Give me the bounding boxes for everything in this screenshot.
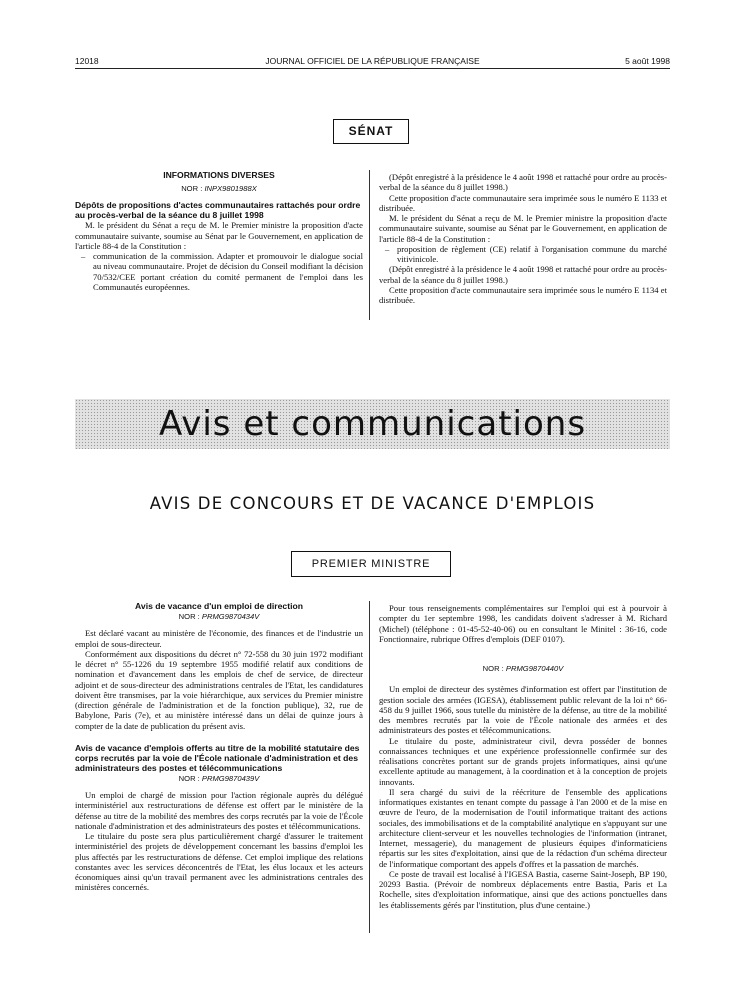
nor-label: NOR : xyxy=(482,664,504,673)
senat-paragraph: Cette proposition d'acte communautaire sera imprimée sous le numéro E 1134 et distribuée. xyxy=(379,284,667,305)
nor-code: INPX9801988X xyxy=(204,184,257,193)
nor-label: NOR : xyxy=(178,773,200,783)
senat-heading: Dépôts de propositions d'actes communautaires rattachés pour ordre au procès-verbal de la séance du 8 juillet 1998 xyxy=(75,200,361,221)
senat-right-column xyxy=(379,172,667,305)
notice-paragraph: Pour tous renseignements complémentaires sur l'emploi qui est à pourvoir à compter du 1er septembre 1998, les candidats doivent s'adresser à M. Richard (Michel) (téléphone : 01-45-52-40-06) ou en consultant le Minitel : 36-16, code Fonctionnaire, rubrique Offres d'emplois (DEF 0107). xyxy=(379,603,667,644)
notice-paragraph: Le titulaire du poste, administrateur civil, devra posséder de bonnes connaissances techniques et une expérience professionnelle confirmée sur des réalisations concrètes portant sur de grands projets informatiques, ainsi qu'une excellente aptitude au management, à la coordination et à la conception de projets innovants. xyxy=(379,735,667,787)
nor-label: NOR : xyxy=(178,612,200,621)
senat-label: SÉNAT xyxy=(348,124,394,138)
notice-paragraph: Un emploi de chargé de mission pour l'action régionale auprès du délégué interministériel aux restructurations de défense est offert par le ministère de la défense au titre de la mobilité des membres des corps recrutés par la voie de l'École nationale d'administration et des administrateurs des postes et télécommunications. xyxy=(75,790,363,831)
ministry-label: PREMIER MINISTRE xyxy=(311,558,431,570)
senat-paragraph: Cette proposition d'acte communautaire sera imprimée sous le numéro E 1133 et distribuée. xyxy=(379,192,667,213)
notice-paragraph: Est déclaré vacant au ministère de l'économie, des finances et de l'industrie un emploi de sous-directeur. xyxy=(75,628,363,649)
nor-code: PRMG9870439V xyxy=(201,773,260,783)
nor-line xyxy=(75,774,363,784)
notice-paragraph: Il sera chargé du suivi de la réécriture de l'ensemble des applications informatiques existantes en tenant compte du passage à l'an 2000 et de la mise en œuvre de l'euro, de la modernisation de l'outil informatique traitant des actions sociales, des immobilisations et de la comptabilité analytique en s'appuyant sur une architecture client-serveur et les nouvelles technologies de l'information (intranet, Internet, messagerie), du management de plusieurs équipes d'informaticiens répartis sur les sites d'exploitation, ainsi que de la rédaction d'un schéma directeur de l'informatique comportant des appels d'offres et la passation de marchés. xyxy=(379,786,667,869)
senat-paragraph: (Dépôt enregistré à la présidence le 4 août 1998 et rattaché pour ordre au procès-verbal de la séance du 8 juillet 1998.) xyxy=(379,264,667,285)
nor-code: PRMG9870434V xyxy=(201,612,260,621)
concours-right-column xyxy=(379,603,667,910)
concours-section-title: AVIS DE CONCOURS ET DE VACANCE D'EMPLOIS xyxy=(149,494,596,513)
notice-paragraph: Conformément aux dispositions du décret n° 72-558 du 30 juin 1972 modifiant le décret n° 55-1226 du 19 septembre 1955 modifié relatif aux conditions de nomination et d'avancement dans les emplois de chef de service, de directeur adjoint et de sous-directeur des administrations centrales de l'Etat, les candidatures doivent être transmises, par la voie hiérarchique, aux services du Premier ministre (direction générale de l'administration et de la fonction publique), 32, rue de Babylone, Paris (7e), et au ministère intéressé dans un délai de quinze jours à compter de la date de publication du présent avis. xyxy=(75,648,363,731)
notice-paragraph: Le titulaire du poste sera plus particulièrement chargé d'assurer le traitement interministériel des projets de développement concernant les bassins d'emploi les plus affectés par les restructurations de défense. Cet emploi implique des relations constantes avec les services déconcentrés de l'Etat, les élus locaux et les acteurs économiques ainsi qu'un travail permanent avec les administrations centrales des ministères concernés. xyxy=(75,831,363,893)
nor-label: NOR : xyxy=(181,184,203,193)
notice-heading: Avis de vacance d'emplois offerts au titre de la mobilité statutaire des corps recrutés par la voie de l'École nationale d'administration et des administrateurs des postes et télécommunications xyxy=(75,742,360,773)
ministry-box xyxy=(291,551,451,577)
senat-list-item: – proposition de règlement (CE) relatif à l'organisation commune du marché vitivinicole. xyxy=(379,244,667,265)
column-divider xyxy=(369,601,370,933)
senat-paragraph: (Dépôt enregistré à la présidence le 4 août 1998 et rattaché pour ordre au procès-verbal de la séance du 8 juillet 1998.) xyxy=(379,172,667,193)
header-rule xyxy=(75,68,670,69)
banner-title: Avis et communications xyxy=(158,404,587,444)
notice-paragraph: Ce poste de travail est localisé à l'IGESA Bastia, caserne Saint-Joseph, BP 190, 20293 Bastia. (Prévoir de nombreux déplacements entre Bastia, Paris et La Rochelle, sites d'exploitation informatique, ainsi que des actions ponctuelles dans les établissements gérés par l'institution, plus d'une centaine.) xyxy=(379,868,667,910)
informations-diverses-title: INFORMATIONS DIVERSES xyxy=(163,170,275,180)
column-divider xyxy=(369,170,370,320)
issue-date: 5 août 1998 xyxy=(625,56,670,66)
nor-line xyxy=(75,612,363,622)
page-number: 12018 xyxy=(75,56,99,66)
senat-paragraph: M. le président du Sénat a reçu de M. le Premier ministre la proposition d'acte communautaire suivante, soumise au Sénat par le Gouvernement, en application de l'article 88-4 de la Constitution : xyxy=(75,220,363,251)
notice-paragraph: Un emploi de directeur des systèmes d'information est offert par l'institution de gestion sociale des armées (IGESA), établissement public relevant de la loi n° 66-458 du 9 juillet 1966, sous tutelle du ministère de la défense, au titre de la mobilité des membres recrutés par la voie de l'École nationale des armées et des administrateurs des postes et télécommunications. xyxy=(379,684,667,736)
concours-left-column xyxy=(75,601,363,893)
senat-list-item: – communication de la commission. Adapter et promouvoir le dialogue social au niveau communautaire. Projet de décision du Conseil modifiant la décision 70/532/CEE portant création du comité permanent de l'emploi dans les Communautés européennes. xyxy=(75,251,363,292)
nor-line xyxy=(379,664,667,674)
nor-line xyxy=(75,184,363,194)
senat-left-column xyxy=(75,170,363,292)
journal-title: JOURNAL OFFICIEL DE LA RÉPUBLIQUE FRANÇAISE xyxy=(265,56,480,66)
senat-box xyxy=(333,119,409,144)
notice-heading: Avis de vacance d'un emploi de direction xyxy=(135,601,303,611)
senat-paragraph: M. le président du Sénat a reçu de M. le Premier ministre la proposition d'acte communautaire suivante, soumise au Sénat par le Gouvernement, en application de l'article 88-4 de la Constitution : xyxy=(379,213,667,244)
nor-code: PRMG9870440V xyxy=(505,664,564,673)
